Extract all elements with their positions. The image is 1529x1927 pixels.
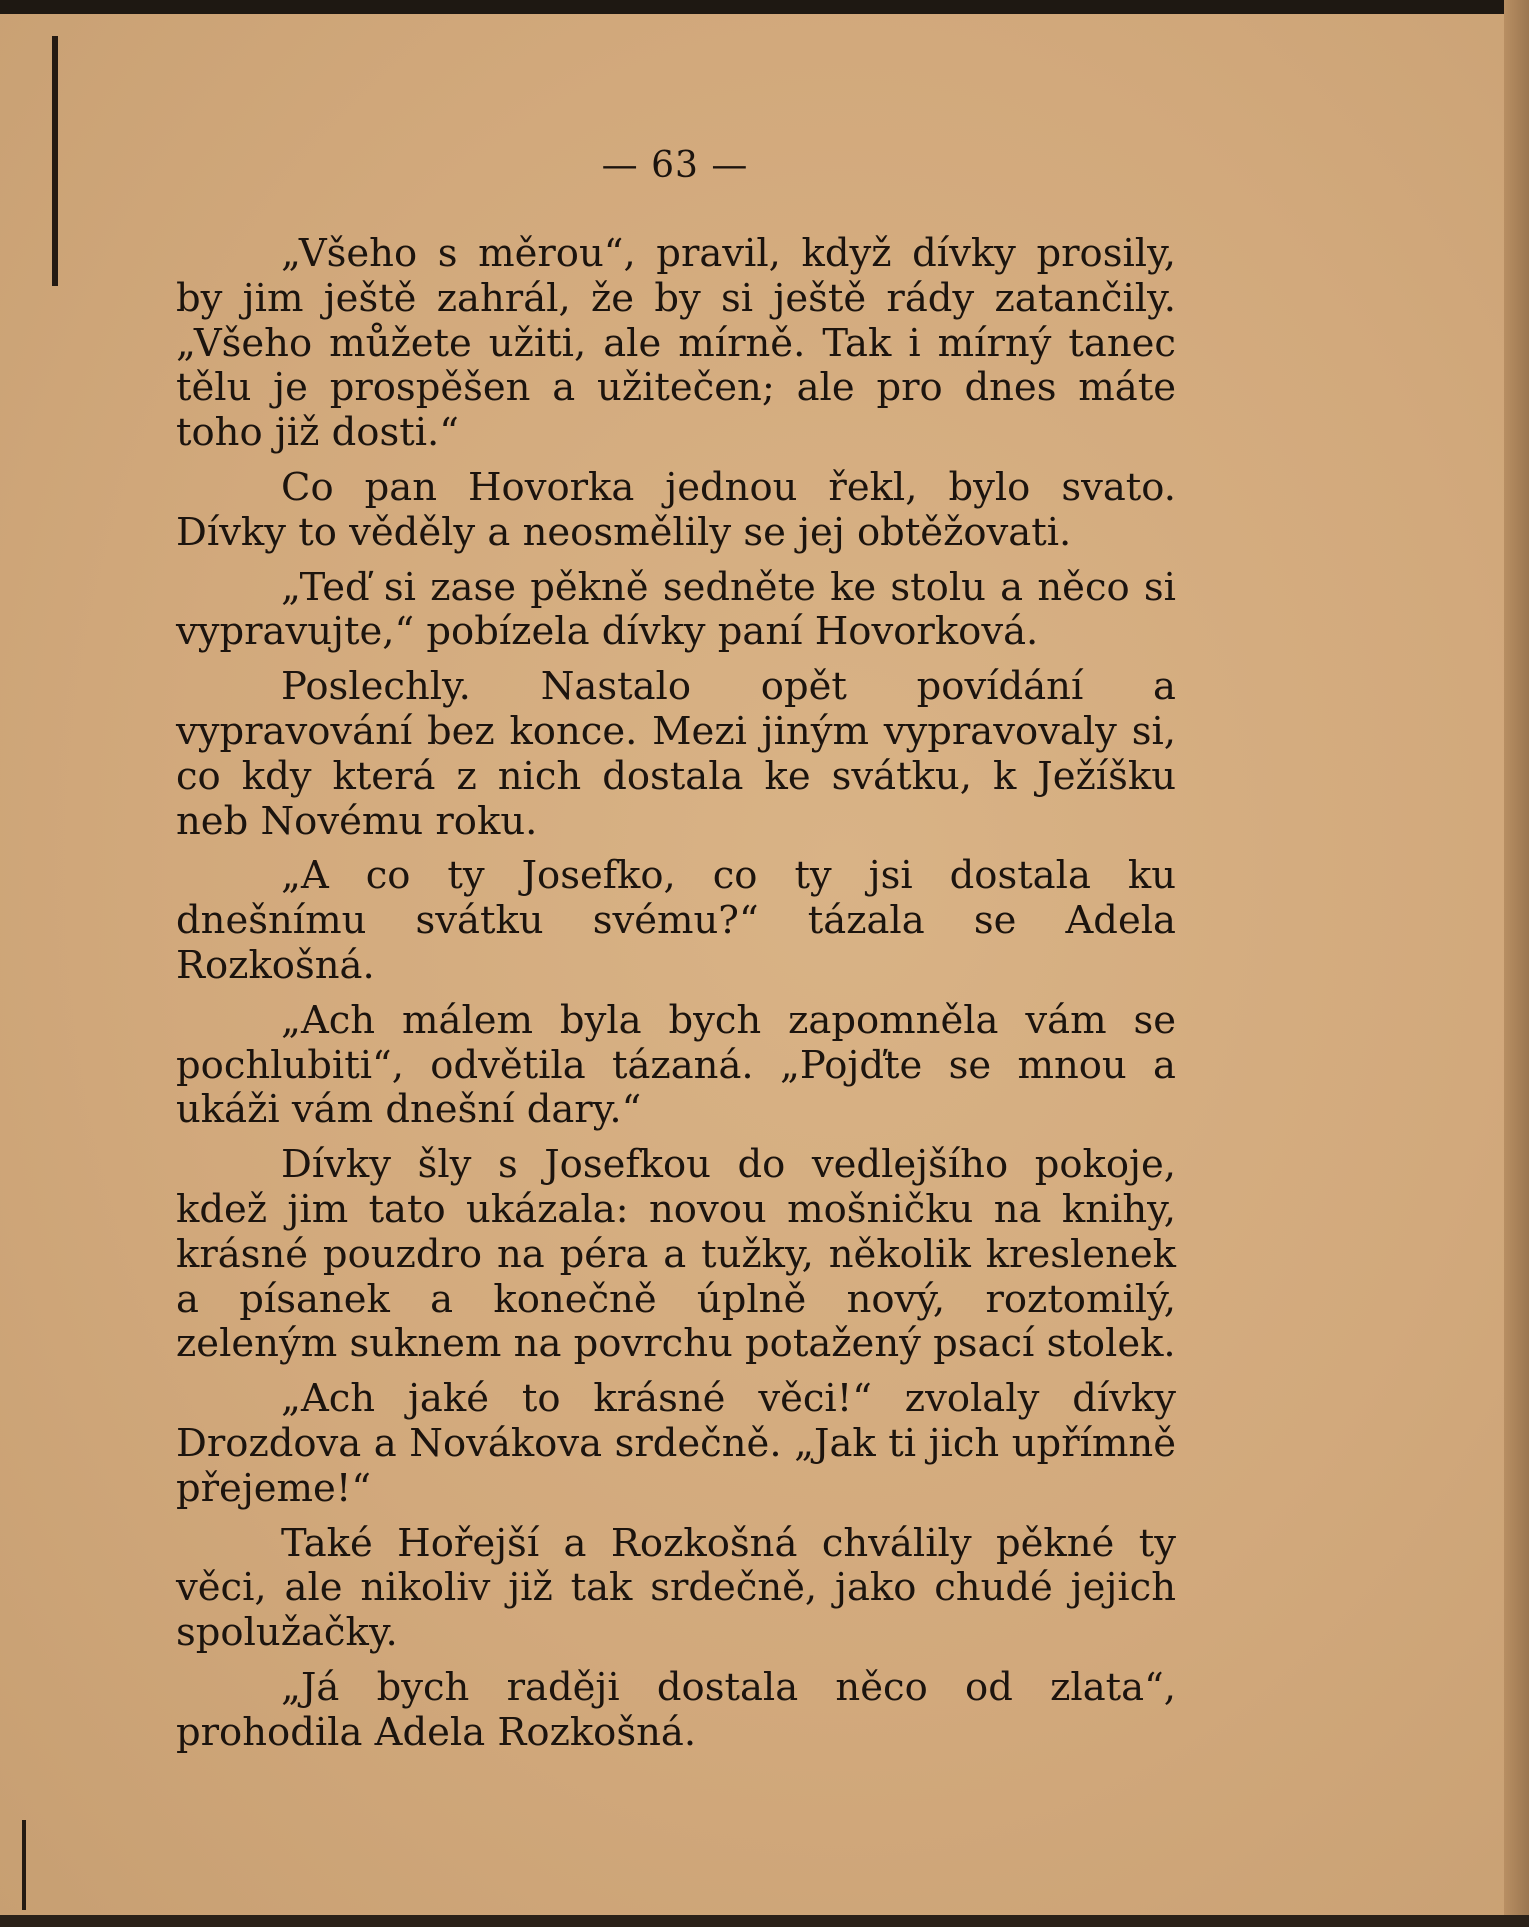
binding-gutter-mark-lower xyxy=(22,1820,26,1910)
paragraph: Co pan Hovorka jednou řekl, bylo svato. Dívky to věděly a neosmělily se jej obtěžovati. xyxy=(176,464,1176,555)
scan-border-top xyxy=(0,0,1529,14)
paragraph: „Všeho s měrou“, pravil, když dívky prosily, by jim ještě zahrál, že by si ještě rády zatančily. „Všeho můžete užiti, ale mírně. Tak i mírný tanec tělu je prospěšen a užitečen; ale pro dnes máte toho již dosti.“ xyxy=(176,231,1176,456)
paragraph: Také Hořejší a Rozkošná chválily pěkné ty věci, ale nikoliv již tak srdečně, jako chudé jejich spolužačky. xyxy=(176,1520,1176,1656)
page-number: — 63 — xyxy=(601,145,749,186)
body-text xyxy=(176,232,1176,1766)
paragraph: „Teď si zase pěkně sedněte ke stolu a něco si vypravujte,“ pobízela dívky paní Hovorková. xyxy=(176,564,1176,655)
paragraph: „Ach málem byla bych zapomněla vám se pochlubiti“, odvětila tázaná. „Pojďte se mnou a ukáži vám dnešní dary.“ xyxy=(176,997,1176,1133)
paragraph: Dívky šly s Josefkou do vedlejšího pokoje, kdež jim tato ukázala: novou mošničku na knihy, krásné pouzdro na péra a tužky, několik kreslenek a písanek a konečně úplně nový, roztomilý, zeleným suknem na povrchu potažený psací stolek. xyxy=(176,1142,1176,1367)
paragraph: „Ach jaké to krásné věci!“ zvolaly dívky Drozdova a Novákova srdečně. „Jak ti jich upřímně přejeme!“ xyxy=(176,1376,1176,1511)
paragraph: „A co ty Josefko, co ty jsi dostala ku dnešnímu svátku svému?“ tázala se Adela Rozkošná. xyxy=(176,853,1176,988)
page-edge-right xyxy=(1504,0,1529,1927)
paragraph: „Já bych raději dostala něco od zlata“, prohodila Adela Rozkošná. xyxy=(176,1664,1176,1755)
paragraph: Poslechly. Nastalo opět povídání a vypravování bez konce. Mezi jiným vypravovaly si, co kdy která z nich dostala ke svátku, k Ježíšku neb Novému roku. xyxy=(176,664,1176,844)
scan-border-bottom xyxy=(0,1915,1529,1927)
